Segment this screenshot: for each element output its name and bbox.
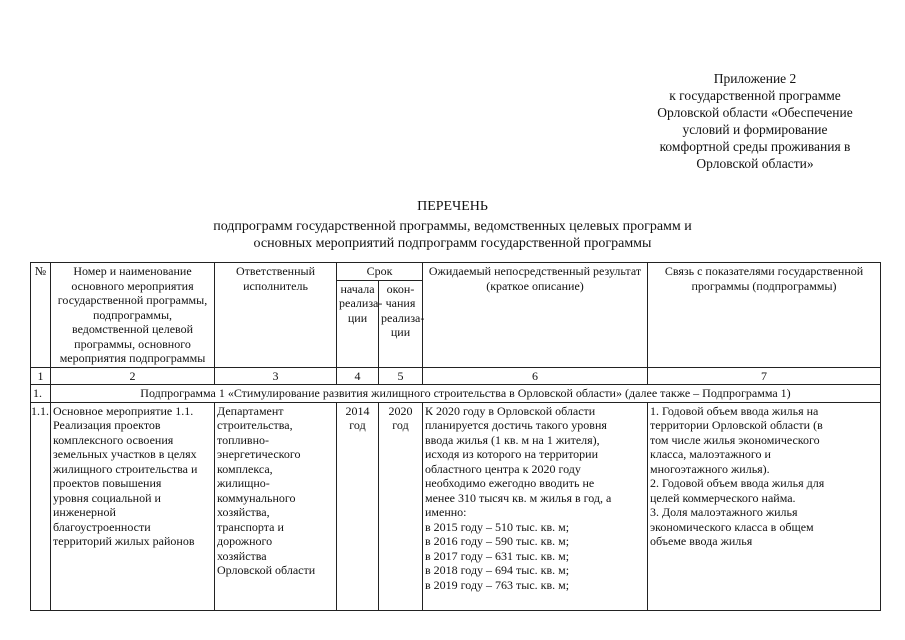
- cell-line: территории Орловской области (в: [650, 418, 823, 432]
- cell-line: транспорта и: [217, 519, 284, 534]
- programs-table: [30, 262, 881, 611]
- cell-line: год: [349, 418, 366, 432]
- cell-line: дорожного: [217, 534, 273, 548]
- header-start: начала реализа-ции: [337, 280, 379, 367]
- cell-line: 2014: [345, 403, 370, 418]
- cell-line: 2020: [388, 403, 413, 418]
- cell-line: в 2017 году – 631 тыс. кв. м;: [425, 548, 570, 563]
- document-subtitle-line-1: подпрограмм государственной программы, ведомственных целевых программ и: [213, 219, 692, 234]
- header-end: окон-чания реализа-ции: [379, 280, 423, 367]
- cell-line: целей коммерческого найма.: [650, 490, 796, 505]
- row-end-year: [379, 402, 423, 610]
- column-numbers-row: [31, 367, 881, 385]
- cell-line: комплекса,: [217, 461, 273, 476]
- cell-line: Реализация проектов: [53, 418, 161, 432]
- cell-line: территорий жилых районов: [53, 534, 195, 548]
- cell-line: в 2015 году – 510 тыс. кв. м;: [425, 519, 570, 534]
- row-executor: [215, 402, 337, 610]
- cell-line: строительства,: [217, 418, 293, 432]
- cell-line: проектов повышения: [53, 476, 162, 490]
- cell-line: Орловской области: [217, 563, 316, 577]
- cell-line: ввода жилья (1 кв. м на 1 жителя),: [425, 432, 600, 447]
- cell-line: Основное мероприятие 1.1.: [53, 403, 194, 418]
- column-number: 3: [215, 367, 337, 385]
- column-number: 5: [379, 367, 423, 385]
- cell-line: топливно-: [217, 432, 270, 447]
- cell-line: класса, малоэтажного и: [650, 447, 771, 461]
- cell-line: многоэтажного жилья).: [650, 461, 770, 476]
- cell-line: планируется достичь такого уровня: [425, 418, 607, 432]
- header-name: Номер и наименование основного мероприятия государственной программы, подпрограммы, ведомственной целевой программы, основного мероприятия подпрограммы: [51, 263, 215, 368]
- cell-line: К 2020 году в Орловской области: [425, 403, 596, 418]
- cell-line: благоустроенности: [53, 519, 151, 534]
- cell-line: именно:: [425, 505, 467, 519]
- cell-line: земельных участков в целях: [53, 447, 197, 461]
- cell-line: том числе жилья экономического: [650, 432, 820, 447]
- subprogram-row: [31, 385, 881, 403]
- cell-line: энергетического: [217, 447, 301, 461]
- header-row: [31, 263, 881, 281]
- cell-line: хозяйства: [217, 548, 267, 563]
- cell-line: уровня социальной и: [53, 490, 161, 505]
- header-term: Срок: [337, 263, 423, 281]
- cell-line: жилищно-: [217, 476, 270, 490]
- row-indicator-link: [648, 402, 881, 610]
- annex-line: к государственной программе: [669, 88, 841, 103]
- cell-line: инженерной: [53, 505, 116, 519]
- header-link: Связь с показателями государственной программы (подпрограммы): [648, 263, 881, 368]
- column-number: 4: [337, 367, 379, 385]
- cell-line: в 2018 году – 694 тыс. кв. м;: [425, 563, 570, 577]
- cell-line: объеме ввода жилья: [650, 534, 753, 548]
- cell-line: необходимо ежегодно вводить не: [425, 476, 595, 490]
- cell-line: Департамент: [217, 403, 284, 418]
- row-number: 1.1.: [31, 402, 51, 610]
- subprogram-title: Подпрограмма 1 «Стимулирование развития жилищного строительства в Орловской области» (далее также – Подпрограмма 1): [51, 385, 881, 403]
- cell-line: 2. Годовой объем ввода жилья для: [650, 476, 825, 490]
- cell-line: в 2016 году – 590 тыс. кв. м;: [425, 534, 570, 548]
- subprogram-number: 1.: [31, 385, 51, 403]
- annex-line: Приложение 2: [713, 71, 797, 86]
- cell-line: коммунального: [217, 490, 296, 505]
- cell-line: комплексного освоения: [53, 432, 174, 447]
- cell-line: 1. Годовой объем ввода жилья на: [650, 403, 819, 418]
- cell-line: жилищного строительства и: [53, 461, 198, 476]
- cell-line: 3. Доля малоэтажного жилья: [650, 505, 798, 519]
- row-start-year: [337, 402, 379, 610]
- header-no: №: [31, 263, 51, 368]
- cell-line: исходя из которого на территории: [425, 447, 599, 461]
- annex-line: комфортной среды проживания в: [659, 139, 851, 154]
- cell-line: хозяйства,: [217, 505, 270, 519]
- document-subtitle-line-2: основных мероприятий подпрограмм государственной программы: [253, 236, 652, 251]
- column-number: 2: [51, 367, 215, 385]
- document-heading: [0, 198, 905, 252]
- annex-line: Орловской области»: [696, 156, 814, 171]
- header-result: Ожидаемый непосредственный результат (краткое описание): [423, 263, 648, 368]
- cell-line: экономического класса в общем: [650, 519, 814, 534]
- header-executor: Ответственный исполнитель: [215, 263, 337, 368]
- document-title: ПЕРЕЧЕНЬ: [417, 199, 488, 214]
- column-number: 6: [423, 367, 648, 385]
- table-row: [31, 402, 881, 610]
- cell-line: областного центра к 2020 году: [425, 461, 581, 476]
- column-number: 1: [31, 367, 51, 385]
- annex-note: [620, 70, 890, 172]
- row-expected-result: [423, 402, 648, 610]
- cell-line: в 2019 году – 763 тыс. кв. м;: [425, 577, 570, 592]
- annex-line: условий и формирование: [682, 122, 828, 137]
- cell-line: менее 310 тысяч кв. м жилья в год, а: [425, 490, 612, 505]
- column-number: 7: [648, 367, 881, 385]
- cell-line: год: [392, 418, 409, 432]
- row-name: [51, 402, 215, 610]
- annex-line: Орловской области «Обеспечение: [657, 105, 853, 120]
